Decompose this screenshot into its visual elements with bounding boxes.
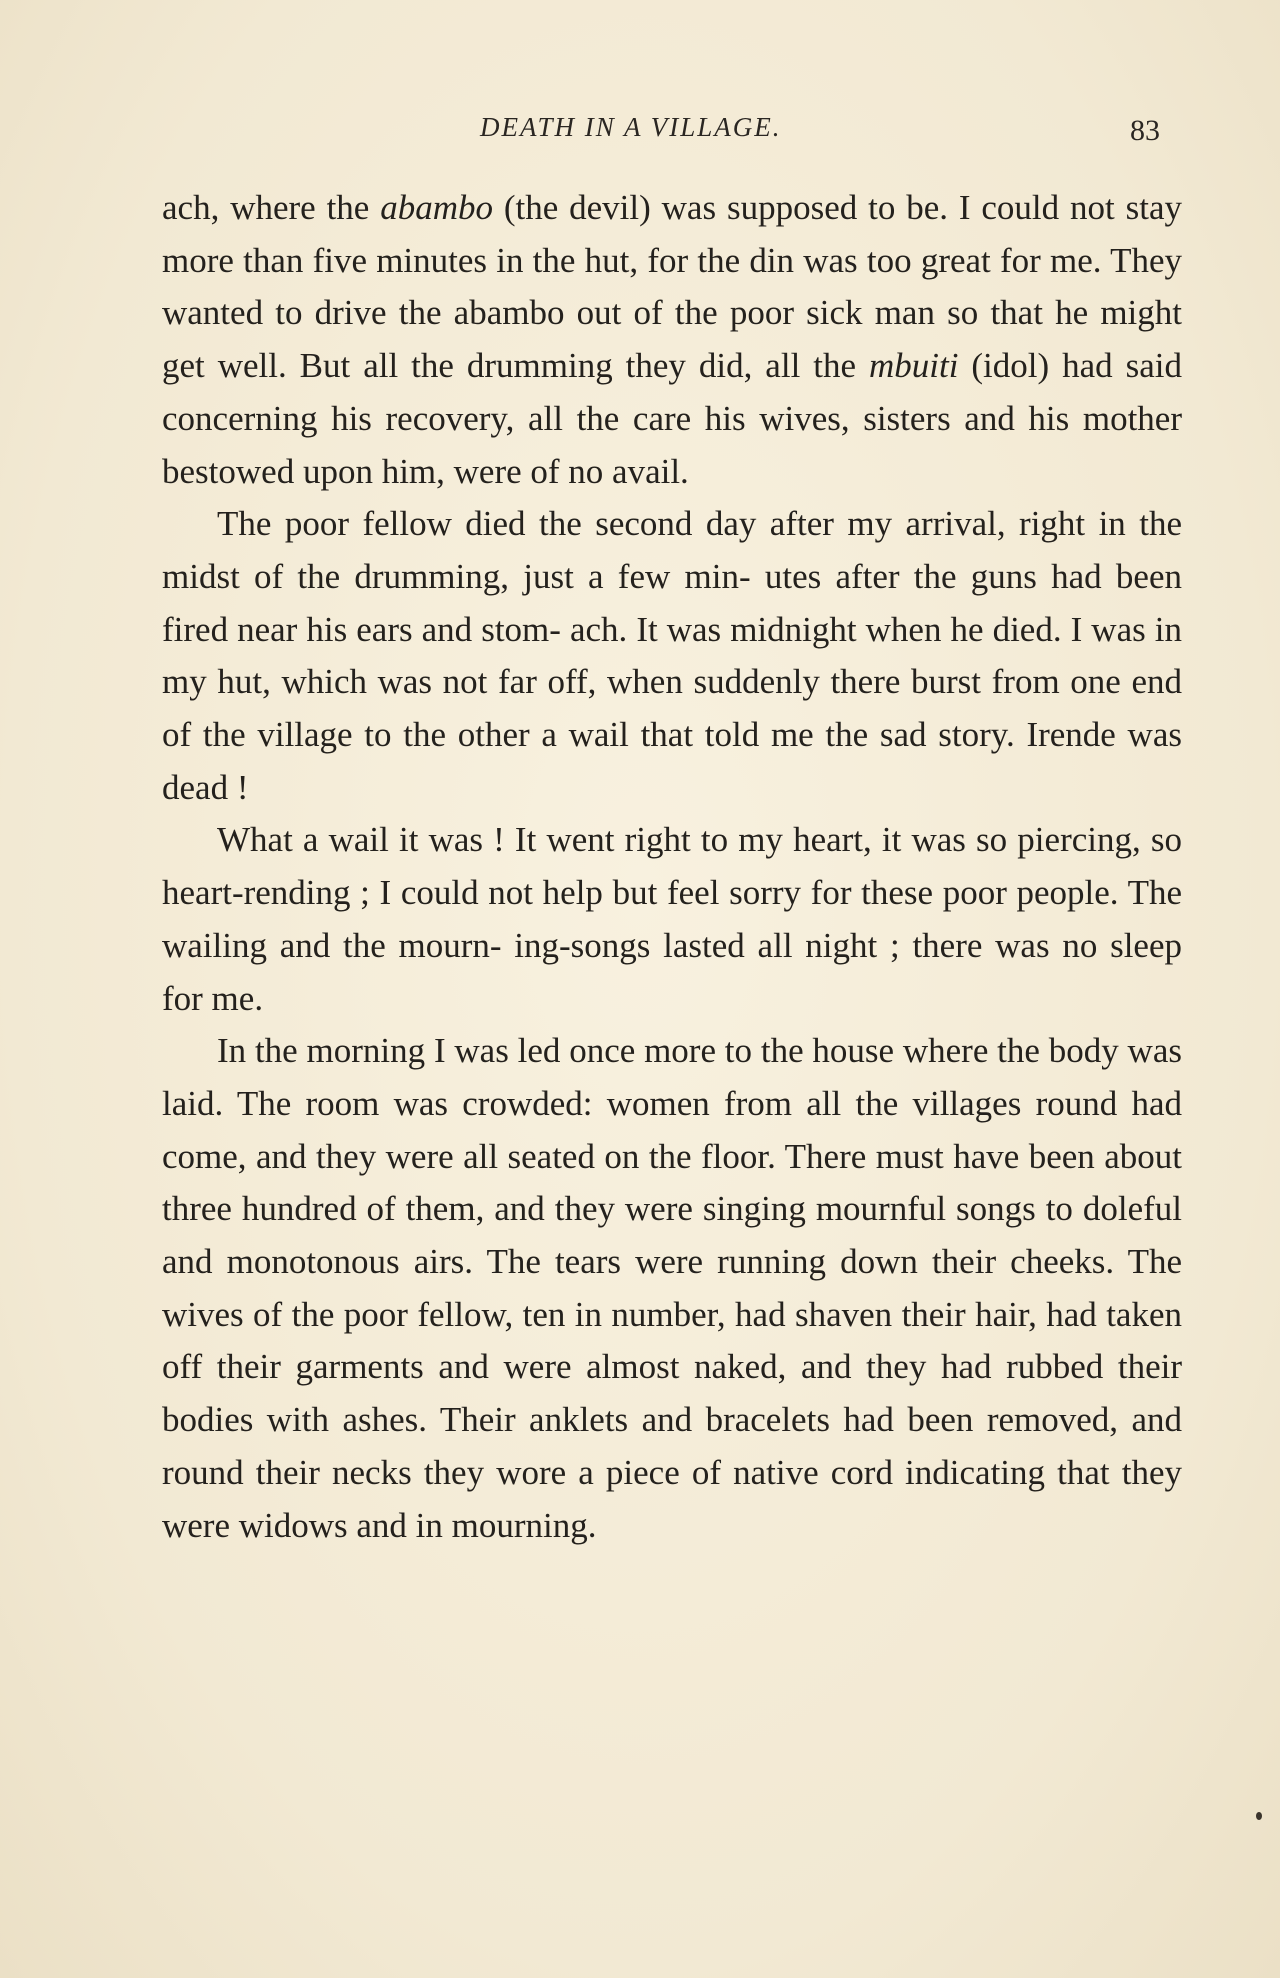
- paragraph-1-text-b: (the devil) was supposed to be. I could not stay more than five minutes in the hut, for the din was too great for me. They wanted to drive the abambo out of the poor sick man so that he might get well. But all the drumming they did, all the: [162, 188, 1182, 386]
- paragraph-1-text-a: ach, where the: [162, 188, 381, 227]
- term-mbuiti: mbuiti: [868, 346, 959, 386]
- margin-ink-dot: [1256, 1812, 1262, 1820]
- running-head: [0, 112, 1280, 152]
- paragraph-1-text-c: (idol) had said concerning his recovery, all the care his wives, sisters and his mother bestowed upon him, were of no avail.: [162, 346, 1182, 491]
- term-abambo: abambo: [380, 188, 493, 227]
- paragraph-1: [162, 182, 1182, 498]
- body-text: [162, 182, 1182, 1552]
- paragraph-3: What a wail it was ! It went right to my heart, it was so piercing, so heart-rending ; I could not help but feel sorry for these poor people. The wailing and the mourn- ing-songs lasted all night ; there was no sleep for me.: [162, 820, 1182, 1018]
- paragraph-2: The poor fellow died the second day after my arrival, right in the midst of the drumming, just a few min- utes after the guns had been fired near his ears and stom- ach. It was midnight when he died. I was in my hut, which was not far off, when suddenly there burst from one end of the village to the other a wail that told me the sad story. Irende was dead !: [162, 504, 1182, 807]
- running-title: DEATH IN A VILLAGE.: [480, 112, 782, 142]
- paragraph-4: In the morning I was led once more to the house where the body was laid. The room was crowded: women from all the villages round had come, and they were all seated on the floor. There must have been about three hundred of them, and they were singing mournful songs to doleful and monotonous airs. The tears were running down their cheeks. The wives of the poor fellow, ten in number, had shaven their hair, had taken off their garments and were almost naked, and they had rubbed their bodies with ashes. Their anklets and bracelets had been removed, and round their necks they wore a piece of native cord indicating that they were widows and in mourning.: [162, 1031, 1182, 1545]
- page-number: 83: [1130, 114, 1160, 147]
